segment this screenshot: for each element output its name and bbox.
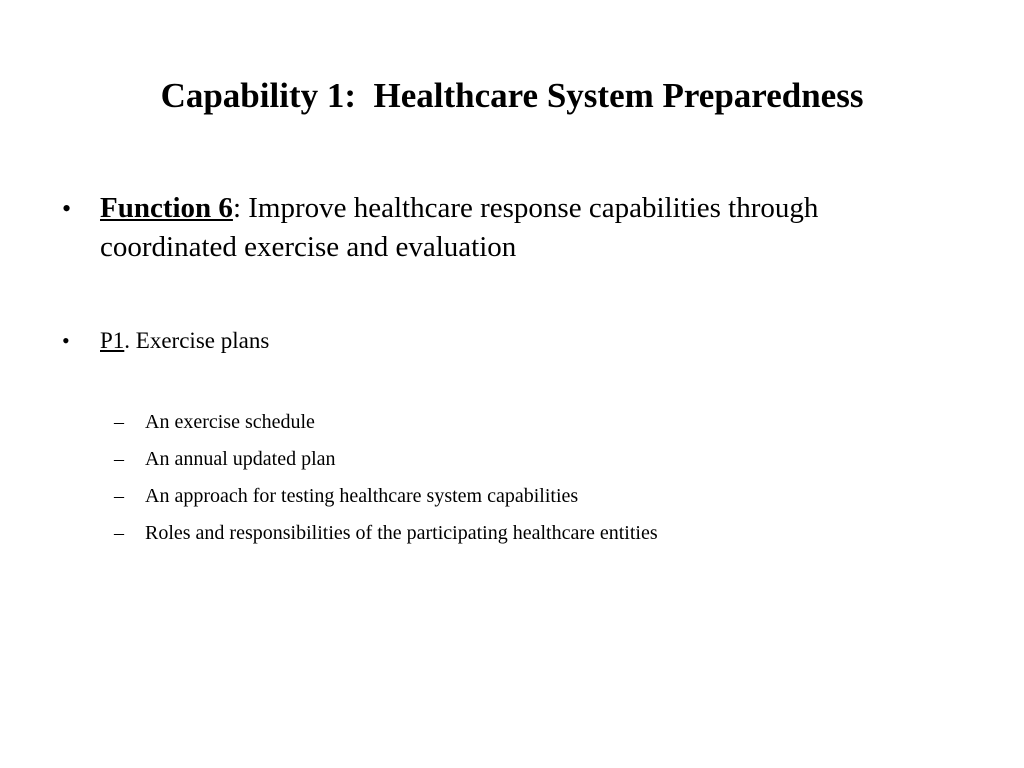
bullet-text — [100, 326, 962, 356]
bullet-marker: • — [62, 328, 70, 353]
p1-label: P1 — [100, 328, 125, 353]
function-description: : Improve healthcare response capabilities through coordinated exercise and evaluation — [100, 192, 819, 263]
dash-marker: – — [114, 522, 124, 544]
list-item — [114, 404, 994, 441]
list-item-text: Roles and responsibilities of the participating healthcare entities — [145, 522, 658, 544]
list-item — [114, 441, 994, 478]
slide-title: Capability 1: Healthcare System Preparedness — [160, 76, 864, 115]
bullet-marker: • — [62, 194, 72, 223]
exercise-plan-list — [114, 404, 994, 552]
list-item-text: An approach for testing healthcare system capabilities — [145, 485, 579, 507]
dash-marker: – — [114, 448, 124, 470]
function-label: Function 6 — [100, 192, 233, 224]
bullet-p1 — [62, 326, 962, 356]
p1-description: . Exercise plans — [124, 328, 270, 353]
list-item — [114, 515, 994, 552]
list-item — [114, 478, 994, 515]
bullet-function-6 — [62, 189, 962, 267]
list-item-text: An annual updated plan — [145, 448, 336, 470]
dash-marker: – — [114, 485, 124, 507]
dash-marker: – — [114, 411, 124, 433]
list-item-text: An exercise schedule — [145, 411, 315, 433]
bullet-text — [100, 189, 962, 267]
